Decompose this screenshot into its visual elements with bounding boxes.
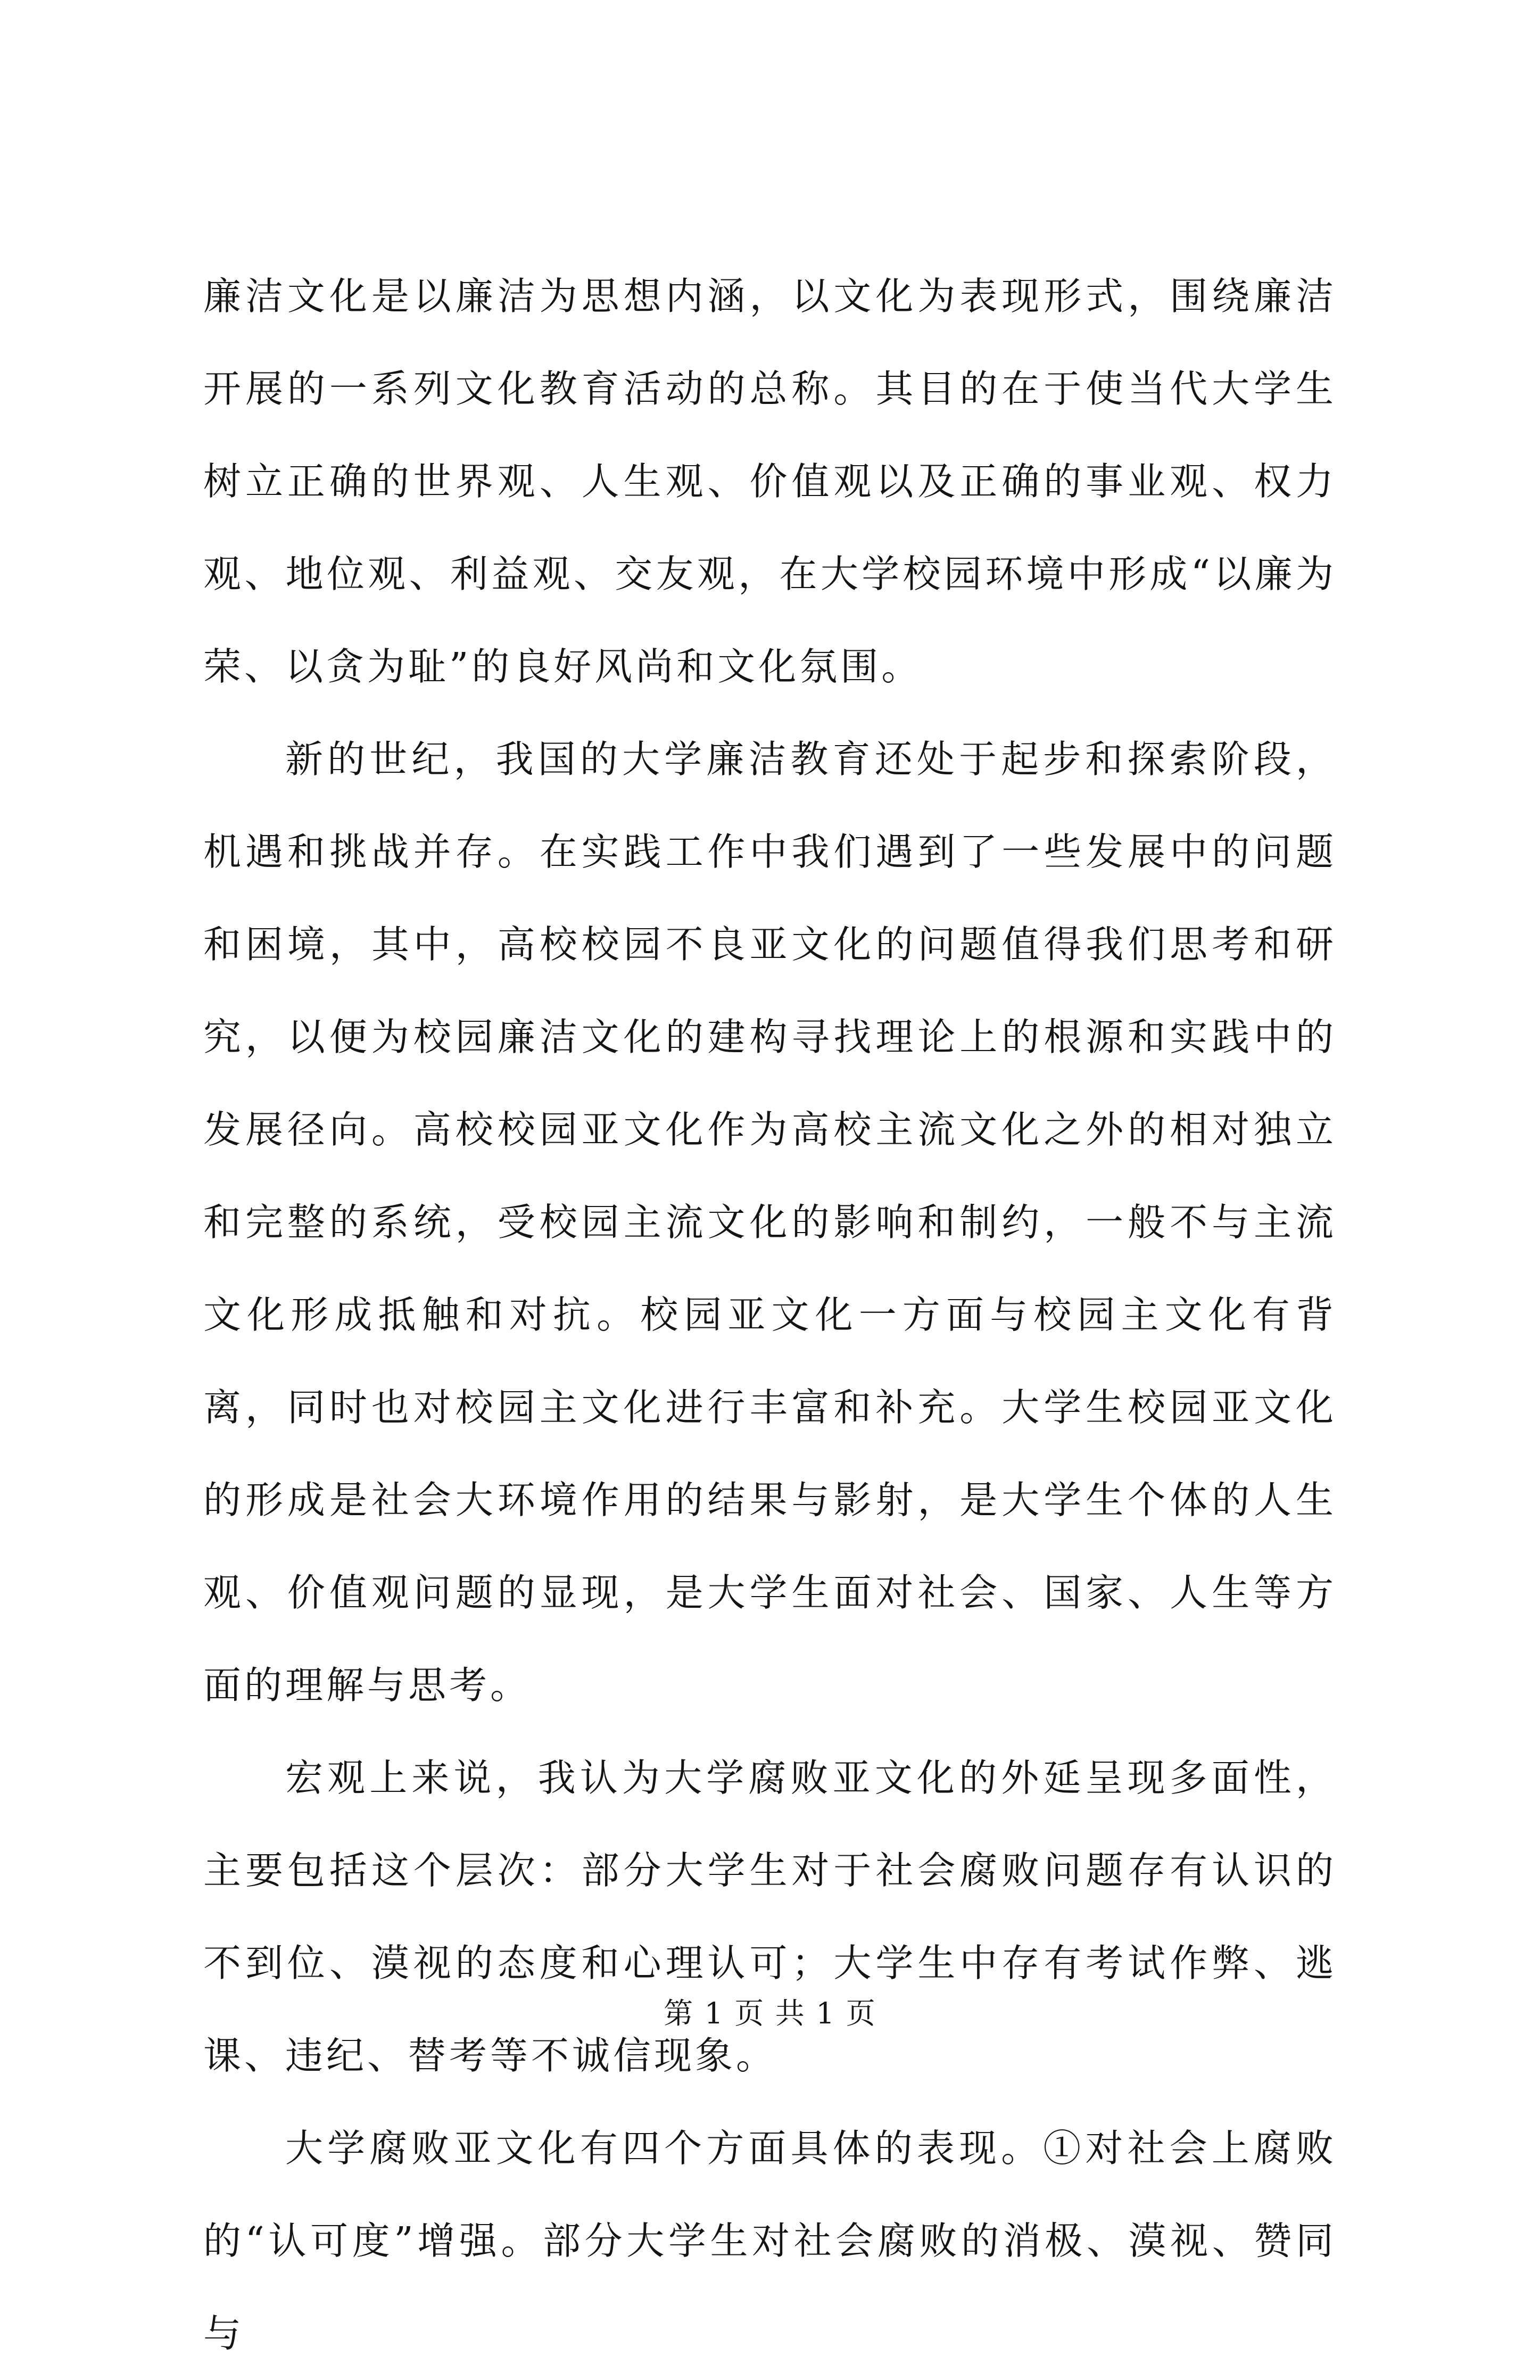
document-body (203, 250, 1337, 2380)
page-number-footer: 第 1 页 共 1 页 (664, 1996, 876, 2030)
paragraph-1: 廉洁文化是以廉洁为思想内涵，以文化为表现形式，围绕廉洁开展的一系列文化教育活动的总称。其目的在于使当代大学生树立正确的世界观、人生观、价值观以及正确的事业观、权力观、地位观、利益观、交友观，在大学校园环境中形成“以廉为荣、以贪为耻”的良好风尚和文化氛围。 (203, 274, 1337, 689)
paragraph-3: 宏观上来说，我认为大学腐败亚文化的外延呈现多面性，主要包括这个层次：部分大学生对于社会腐败问题存有认识的不到位、漠视的态度和心理认可；大学生中存有考试作弊、逃课、违纪、替考等不诚信现象。 (203, 1756, 1337, 2078)
paragraph-2: 新的世纪，我国的大学廉洁教育还处于起步和探索阶段，机遇和挑战并存。在实践工作中我们遇到了一些发展中的问题和困境，其中，高校校园不良亚文化的问题值得我们思考和研究，以便为校园廉洁文化的建构寻找理论上的根源和实践中的发展径向。高校校园亚文化作为高校主流文化之外的相对独立和完整的系统，受校园主流文化的影响和制约，一般不与主流文化形成抵触和对抗。校园亚文化一方面与校园主文化有背离，同时也对校园主文化进行丰富和补充。大学生校园亚文化的形成是社会大环境作用的结果与影射，是大学生个体的人生观、价值观问题的显现，是大学生面对社会、国家、人生等方面的理解与思考。 (203, 737, 1337, 1707)
paragraph-4: 大学腐败亚文化有四个方面具体的表现。①对社会上腐败的“认可度”增强。部分大学生对社会腐败的消极、漠视、赞同与 (203, 2126, 1337, 2356)
